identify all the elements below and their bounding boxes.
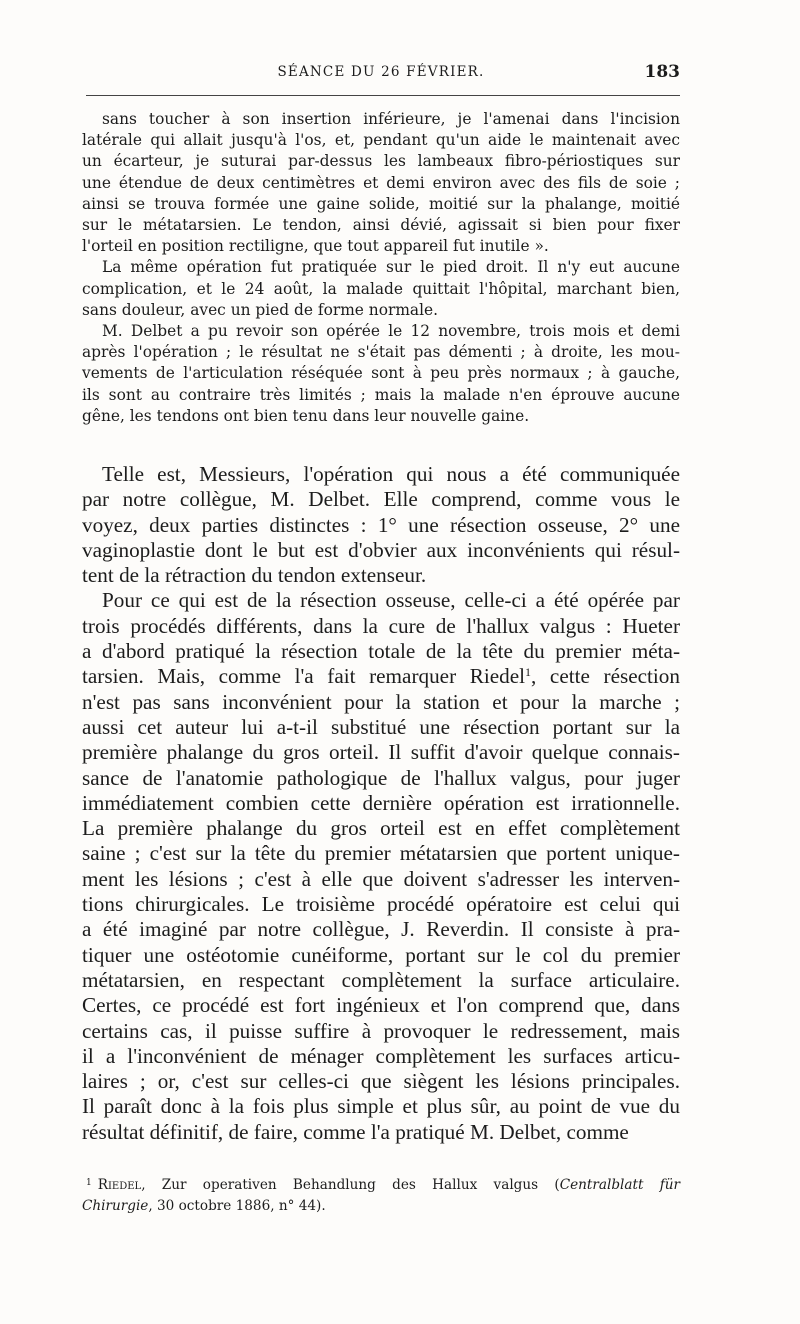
- paragraph: [82, 257, 680, 321]
- text-line: Il paraît donc à la fois plus simple et plus sûr, au point de vue du: [82, 1094, 680, 1119]
- main-text-section: [82, 462, 680, 1145]
- text-line: il a l'inconvénient de ménager complètement les surfaces articu-: [82, 1043, 680, 1068]
- text-line: certains cas, il puisse suffire à provoquer le redressement, mais: [82, 1018, 680, 1043]
- text-line: trois procédés différents, dans la cure de l'hallux valgus : Hueter: [82, 613, 680, 638]
- text-line: par notre collègue, M. Delbet. Elle comprend, comme vous le: [82, 487, 680, 512]
- header-rule: [86, 95, 680, 96]
- text-line: ment les lésions ; c'est à elle que doivent s'adresser les interven-: [82, 866, 680, 891]
- footnote-ref-continuation: , cette résection: [531, 664, 680, 689]
- text-line: un écarteur, je suturai par-dessus les lambeaux fibro-périostiques sur: [82, 152, 680, 171]
- text-line: l'orteil en position rectiligne, que tout appareil fut inutile ».: [82, 237, 549, 256]
- text-line: métatarsien, en respectant complètement la surface articulaire.: [82, 967, 680, 992]
- running-head-title: SÉANCE DU 26 FÉVRIER.: [277, 64, 485, 80]
- text-line: saine ; c'est sur la tête du premier métatarsien que portent unique-: [82, 841, 680, 866]
- small-print-section: [82, 109, 680, 427]
- text-line: sans douleur, avec un pied de forme normale.: [82, 300, 439, 319]
- text-line: une étendue de deux centimètres et demi environ avec des fils de soie ;: [82, 173, 680, 192]
- text-line: a d'abord pratiqué la résection totale de la tête du premier méta-: [82, 639, 680, 664]
- text-line: ils sont au contraire très limités ; mais la malade n'en éprouve aucune: [82, 385, 680, 404]
- text-line: ainsi se trouva formée une gaine solide, moitié sur la phalange, moitié: [82, 194, 680, 213]
- text-line: voyez, deux parties distinctes : 1° une résection osseuse, 2° une: [82, 512, 680, 537]
- text-line: sur le métatarsien. Le tendon, ainsi dévié, agissait si bien pour fixer: [82, 216, 680, 235]
- text-line: Certes, ce procédé est fort ingénieux et l'on comprend que, dans: [82, 993, 680, 1018]
- text-line: aussi cet auteur lui a-t-il substitué une résection portant sur la: [82, 714, 680, 739]
- text-line: tarsien. Mais, comme l'a fait remarquer Riedel$^1$, cette résection: [82, 664, 680, 689]
- footnote-line-2: [82, 1196, 680, 1217]
- footnote-line-1: [82, 1173, 680, 1196]
- text-line: vaginoplastie dont le but est d'obvier aux inconvénients qui résul-: [82, 537, 680, 562]
- paragraph: [82, 462, 680, 588]
- text-line: tions chirurgicales. Le troisième procédé opératoire est celui qui: [82, 892, 680, 917]
- footnote-text: , Zur operativen Behandlung des Hallux valgus (: [141, 1177, 560, 1193]
- text-line: La première phalange du gros orteil est en effet complètement: [82, 816, 680, 841]
- text-line: tent de la rétraction du tendon extenseur.: [82, 563, 427, 588]
- text-line: résultat définitif, de faire, comme l'a pratiqué M. Delbet, comme: [82, 1119, 629, 1144]
- text-line: latérale qui allait jusqu'à l'os, et, pendant qu'un aide le maintenait avec: [82, 131, 680, 150]
- footnote-journal-2: Chirurgie: [82, 1198, 149, 1214]
- footnote-author: Riedel: [97, 1177, 142, 1193]
- text-line: gêne, les tendons ont bien tenu dans leur nouvelle gaine.: [82, 406, 530, 425]
- text-line: Telle est, Messieurs, l'opération qui nous a été communiquée: [102, 462, 680, 486]
- paragraph: [82, 321, 680, 427]
- text-line: après l'opération ; le résultat ne s'était pas démenti ; à droite, les mou-: [82, 343, 680, 362]
- text-line: a été imaginé par notre collègue, J. Reverdin. Il consiste à pra-: [82, 917, 680, 942]
- footnote-marker: 1: [86, 1178, 92, 1188]
- text-line: La même opération fut pratiquée sur le pied droit. Il n'y eut aucune: [102, 258, 680, 277]
- text-line: sans toucher à son insertion inférieure, je l'amenai dans l'incision: [102, 110, 680, 128]
- text-line: immédiatement combien cette dernière opération est irrationnelle.: [82, 790, 680, 815]
- text-line: Pour ce qui est de la résection osseuse, celle-ci a été opérée par: [102, 588, 680, 613]
- text-line: complication, et le 24 août, la malade quittait l'hôpital, marchant bien,: [82, 279, 680, 298]
- footnote: [82, 1173, 680, 1217]
- footnote-ref: 1: [525, 665, 532, 680]
- footnote-date: , 30 octobre 1886, n° 44).: [148, 1198, 326, 1214]
- text-line: tiquer une ostéotomie cunéiforme, portant sur le col du premier: [82, 942, 680, 967]
- text-line: n'est pas sans inconvénient pour la station et pour la marche ;: [82, 689, 680, 714]
- paragraph: [82, 109, 680, 257]
- text-line: sance de l'anatomie pathologique de l'hallux valgus, pour juger: [82, 765, 680, 790]
- text-line: laires ; or, c'est sur celles-ci que siègent les lésions principales.: [82, 1069, 680, 1094]
- page-number: 183: [644, 62, 680, 82]
- text-line: vements de l'articulation réséquée sont à peu près normaux ; à gauche,: [82, 364, 680, 383]
- paragraph: [82, 588, 680, 1145]
- footnote-journal-1: Centralblatt für: [559, 1177, 680, 1193]
- running-head: [82, 62, 680, 86]
- text-line: première phalange du gros orteil. Il suffit d'avoir quelque connais-: [82, 740, 680, 765]
- text-line: M. Delbet a pu revoir son opérée le 12 novembre, trois mois et demi: [102, 322, 680, 341]
